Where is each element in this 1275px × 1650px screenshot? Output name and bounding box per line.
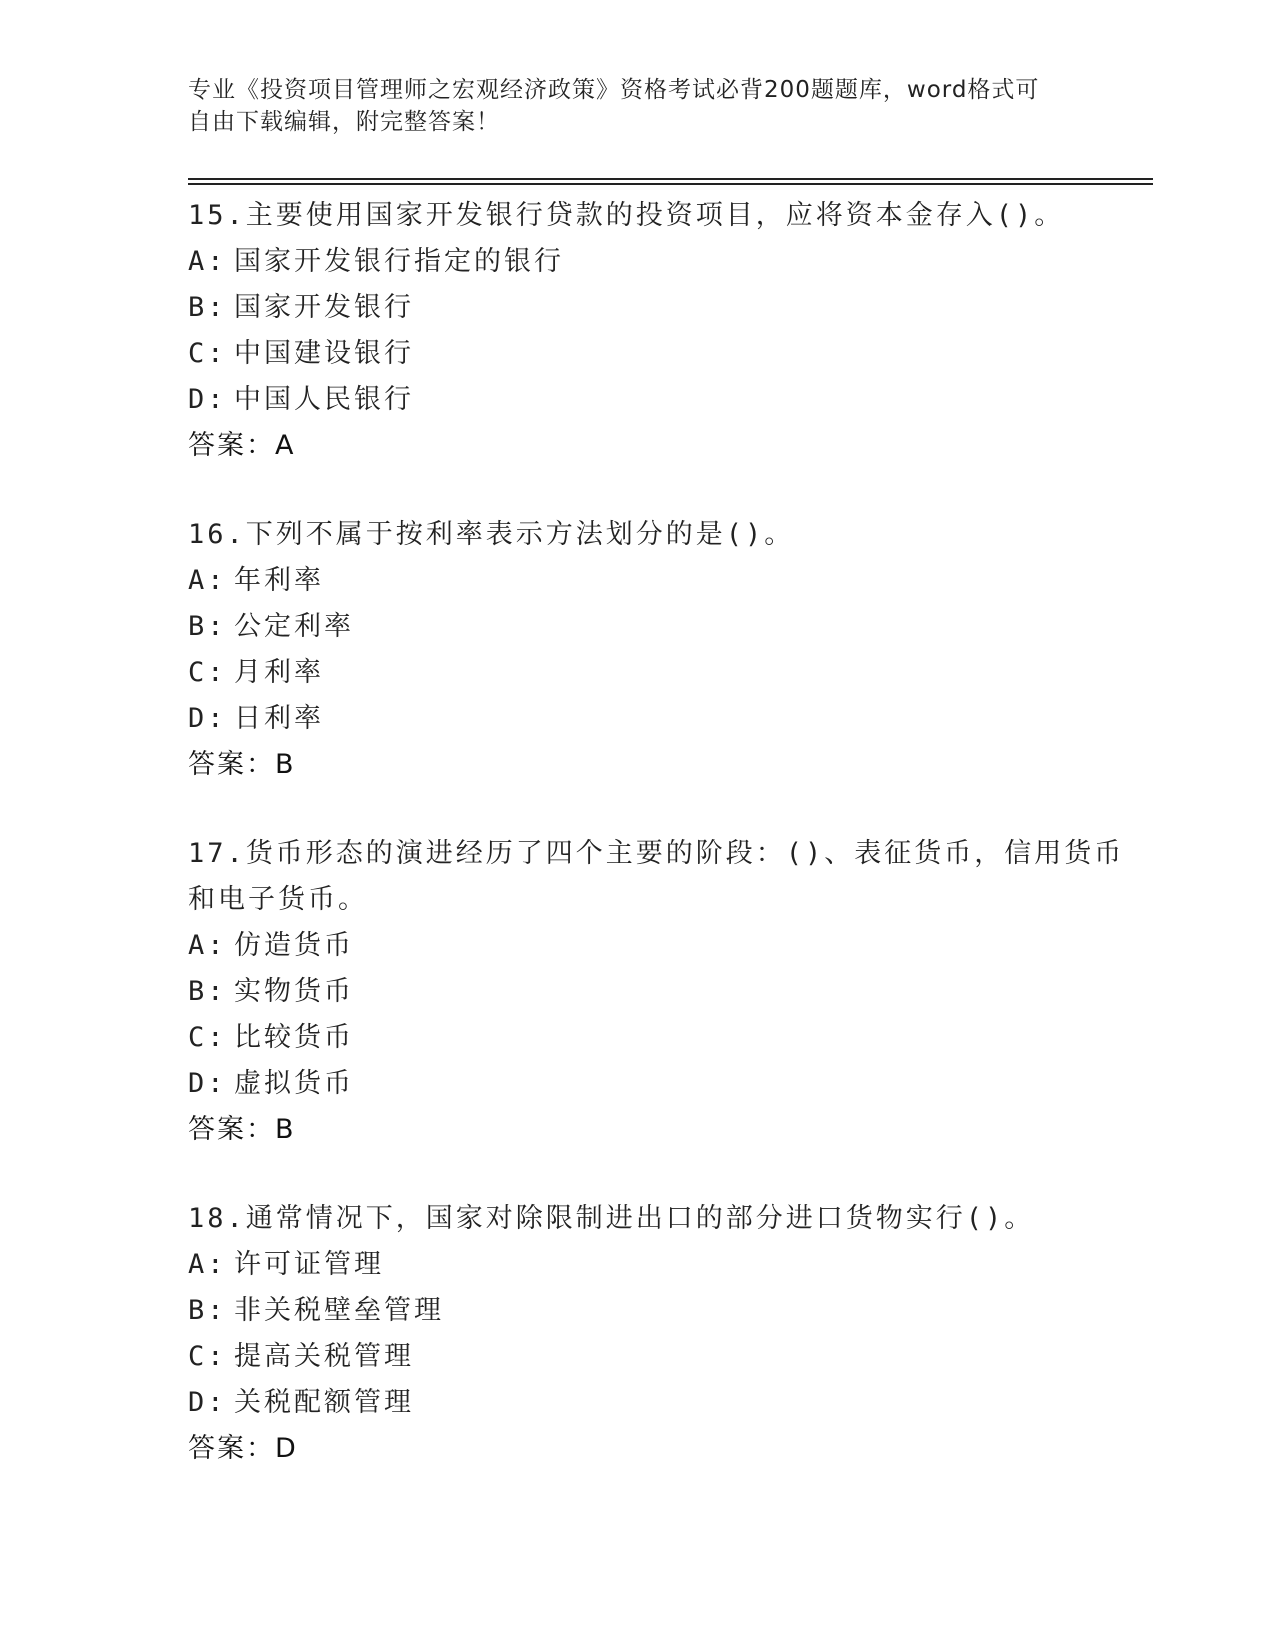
option-text: 国家开发银行: [234, 292, 414, 323]
header-line-2: 自由下载编辑，附完整答案！: [188, 109, 500, 135]
option-d: [188, 377, 1088, 423]
option-text: 年利率: [234, 565, 324, 596]
answer: 答案：D: [188, 1433, 298, 1464]
option-text: 虚拟货币: [234, 1068, 354, 1099]
option-letter: C:: [188, 657, 227, 688]
question-text: 16.下列不属于按利率表示方法划分的是()。: [188, 519, 795, 550]
option-text: 许可证管理: [234, 1249, 384, 1280]
option-letter: B:: [188, 611, 227, 642]
option-d: [188, 1380, 1088, 1426]
option-letter: D:: [188, 703, 227, 734]
document-header: [188, 74, 1088, 138]
option-text: 关税配额管理: [234, 1387, 414, 1418]
option-letter: A:: [188, 930, 227, 961]
option-letter: D:: [188, 384, 227, 415]
option-b: [188, 969, 1088, 1015]
option-c: [188, 1334, 1088, 1380]
option-a: [188, 239, 1088, 285]
option-letter: A:: [188, 246, 227, 277]
answer: 答案：A: [188, 430, 296, 461]
header-line-1: 专业《投资项目管理师之宏观经济政策》资格考试必背200题题库，word格式可: [188, 77, 1040, 103]
option-text: 中国人民银行: [234, 384, 414, 415]
question-text-continued: 和电子货币。: [188, 884, 368, 915]
option-text: 仿造货币: [234, 930, 354, 961]
option-letter: D:: [188, 1387, 227, 1418]
header-divider-bottom: [188, 183, 1153, 185]
question-16: [188, 512, 1088, 788]
option-letter: B:: [188, 1295, 227, 1326]
option-letter: D:: [188, 1068, 227, 1099]
option-text: 月利率: [234, 657, 324, 688]
option-letter: B:: [188, 292, 227, 323]
option-text: 中国建设银行: [234, 338, 414, 369]
option-text: 提高关税管理: [234, 1341, 414, 1372]
question-text: 17.货币形态的演进经历了四个主要的阶段：()、表征货币，信用货币: [188, 838, 1125, 869]
option-text: 实物货币: [234, 976, 354, 1007]
option-b: [188, 285, 1088, 331]
option-a: [188, 558, 1088, 604]
option-text: 比较货币: [234, 1022, 354, 1053]
option-text: 国家开发银行指定的银行: [234, 246, 564, 277]
option-letter: A:: [188, 1249, 227, 1280]
option-letter: A:: [188, 565, 227, 596]
option-c: [188, 331, 1088, 377]
option-letter: C:: [188, 1022, 227, 1053]
option-letter: B:: [188, 976, 227, 1007]
question-text: 15.主要使用国家开发银行贷款的投资项目，应将资本金存入()。: [188, 200, 1065, 231]
option-letter: C:: [188, 1341, 227, 1372]
option-b: [188, 1288, 1088, 1334]
option-d: [188, 696, 1088, 742]
option-text: 非关税壁垒管理: [234, 1295, 444, 1326]
option-d: [188, 1061, 1088, 1107]
option-c: [188, 650, 1088, 696]
answer: 答案：B: [188, 1114, 296, 1145]
question-18: [188, 1196, 1088, 1472]
option-c: [188, 1015, 1088, 1061]
option-a: [188, 1242, 1088, 1288]
question-17: [188, 831, 1125, 1153]
question-text: 18.通常情况下，国家对除限制进出口的部分进口货物实行()。: [188, 1203, 1035, 1234]
option-a: [188, 923, 1088, 969]
answer: 答案：B: [188, 749, 296, 780]
header-divider-top: [188, 178, 1153, 180]
option-text: 公定利率: [234, 611, 354, 642]
option-text: 日利率: [234, 703, 324, 734]
option-letter: C:: [188, 338, 227, 369]
option-b: [188, 604, 1088, 650]
question-15: [188, 193, 1088, 469]
